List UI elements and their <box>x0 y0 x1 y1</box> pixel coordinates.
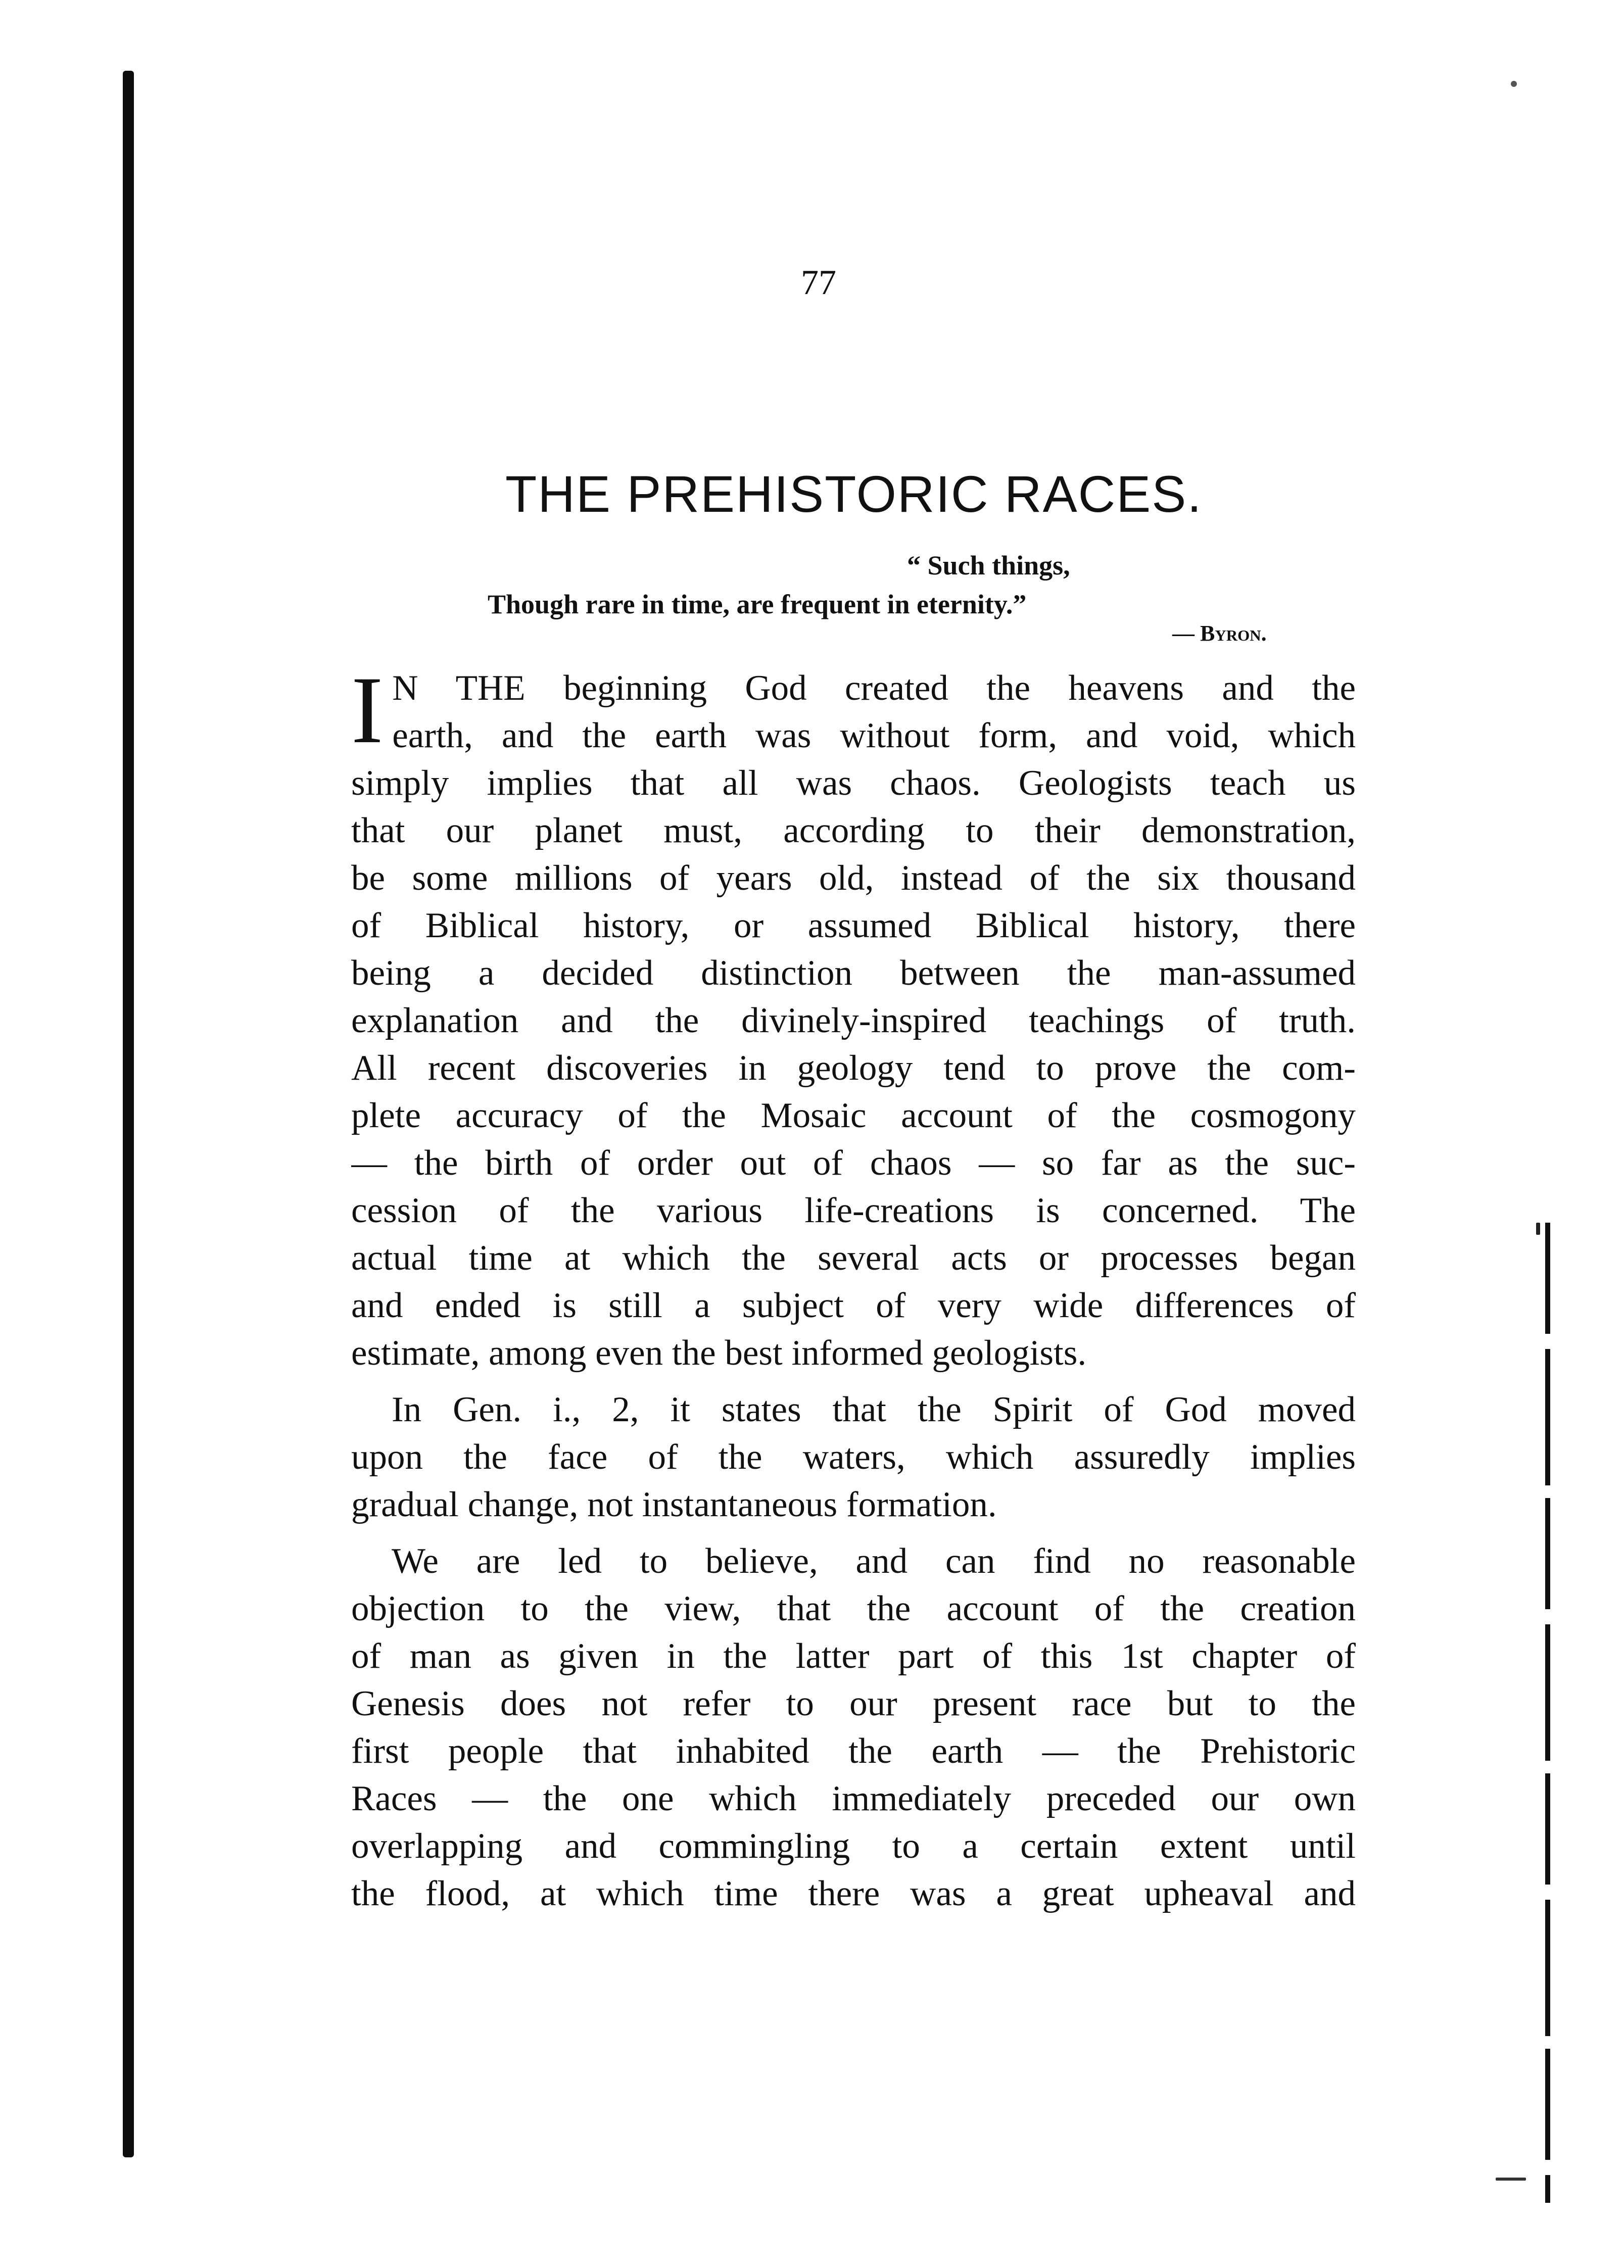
text-line: overlapping and commingling to a certain extent until <box>351 1826 1356 1866</box>
paragraph-2 <box>351 1386 1356 1528</box>
text-line: first people that inhabited the earth — the Prehistoric <box>351 1731 1356 1771</box>
text-line: upon the face of the waters, which assuredly implies <box>351 1437 1356 1477</box>
text-line: In Gen. i., 2, it states that the Spirit of God moved <box>392 1390 1356 1429</box>
text-line: simply implies that all was chaos. Geologists teach us <box>351 763 1356 803</box>
paragraph-1 <box>351 657 1356 1377</box>
text-line: explanation and the divinely-inspired teachings of truth. <box>351 1001 1356 1040</box>
text-line: objection to the view, that the account of the creation <box>351 1589 1356 1628</box>
epigraph-attribution: — Byron. <box>1172 621 1267 646</box>
text-line: Genesis does not refer to our present race but to the <box>351 1684 1356 1723</box>
text-line: — the birth of order out of chaos — so far as the suc- <box>351 1143 1356 1183</box>
text-line: gradual change, not instantaneous formation. <box>351 1485 997 1524</box>
text-line: be some millions of years old, instead of the six thousand <box>351 858 1356 898</box>
drop-cap: I <box>351 657 384 763</box>
scan-edge-right <box>1545 1223 1550 2203</box>
scan-speck <box>1496 2178 1526 2181</box>
body-text <box>351 657 1356 1917</box>
epigraph-line-2: Though rare in time, are frequent in eternity.” <box>488 589 1027 619</box>
text-line: actual time at which the several acts or processes began <box>351 1238 1356 1278</box>
epigraph-line-1: “ Such things, <box>907 550 1070 581</box>
scan-edge-left <box>123 71 134 2157</box>
text-line: All recent discoveries in geology tend to prove the com- <box>351 1048 1356 1088</box>
text-line: estimate, among even the best informed geologists. <box>351 1333 1087 1373</box>
text-line: and ended is still a subject of very wide differences of <box>351 1286 1356 1325</box>
text-line: We are led to believe, and can find no reasonable <box>392 1541 1356 1581</box>
paragraph-3 <box>351 1537 1356 1917</box>
text-line: that our planet must, according to their demonstration, <box>351 811 1356 850</box>
text-line: Races — the one which immediately preceded our own <box>351 1779 1356 1818</box>
text-line: earth, and the earth was without form, and void, which <box>392 716 1356 755</box>
chapter-title: THE PREHISTORIC RACES. <box>505 465 1203 523</box>
scan-speck <box>1511 81 1517 87</box>
text-line: cession of the various life-creations is concerned. The <box>351 1191 1356 1230</box>
text-line: N THE beginning God created the heavens and the <box>392 668 1356 708</box>
page-number: 77 <box>801 263 836 302</box>
text-line: the flood, at which time there was a great upheaval and <box>351 1874 1356 1913</box>
text-line: plete accuracy of the Mosaic account of the cosmogony <box>351 1096 1356 1135</box>
text-line: of man as given in the latter part of this 1st chapter of <box>351 1636 1356 1676</box>
text-line: of Biblical history, or assumed Biblical history, there <box>351 906 1356 945</box>
text-line: being a decided distinction between the man-assumed <box>351 953 1356 993</box>
scan-speck <box>1536 1223 1540 1235</box>
